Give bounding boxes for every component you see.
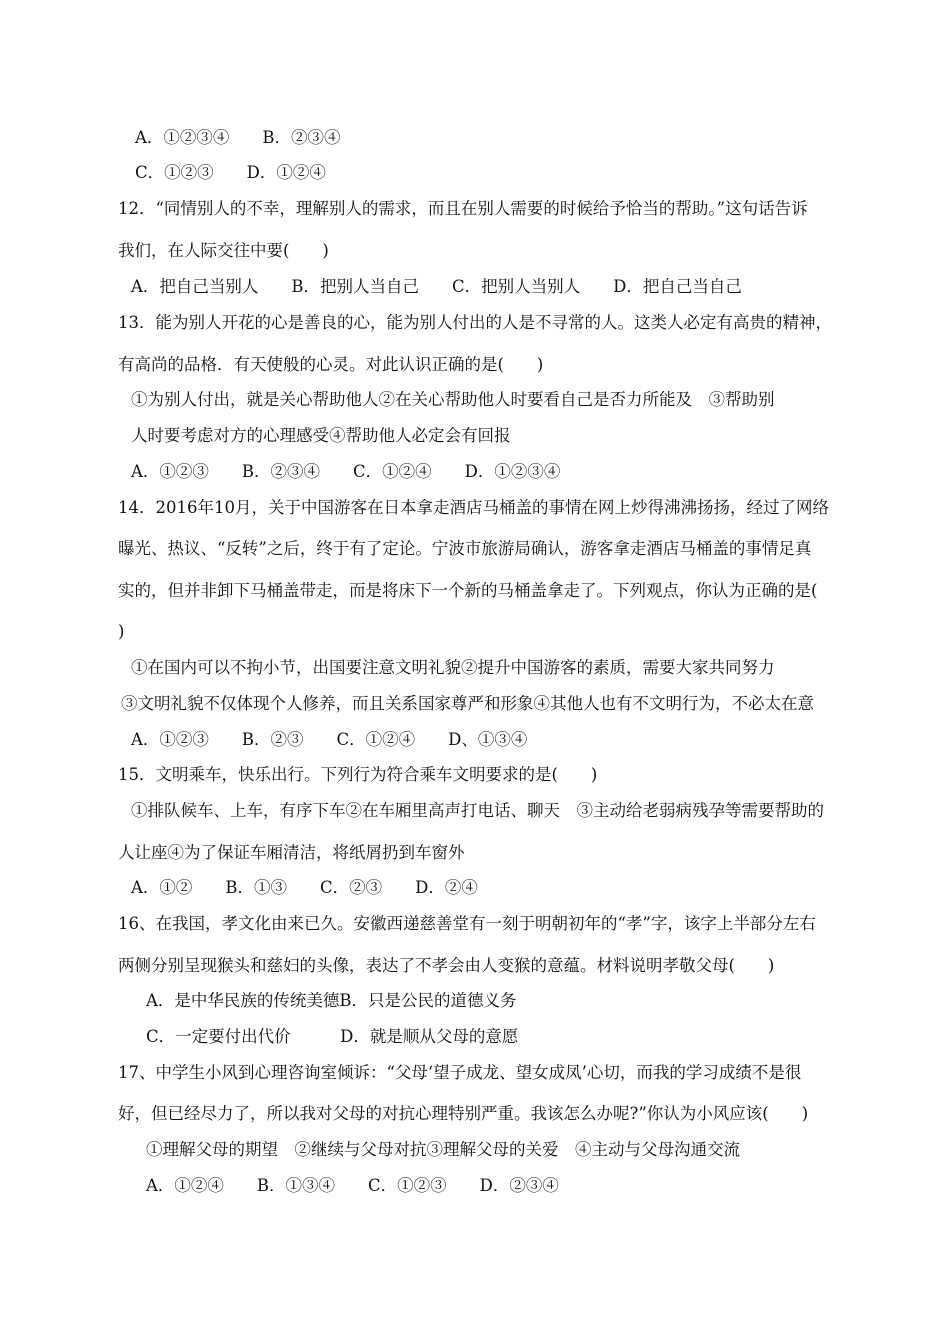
option-line: A．①②③ B．②③④ C．①②④ D．①②③④: [131, 462, 561, 481]
statement-line: 人时要考虑对方的心理感受④帮助他人必定会有回报: [131, 426, 511, 445]
question-14-line-1: 14．2016年10月，关于中国游客在日本拿走酒店马桶盖的事情在网上炒得沸沸扬扬，经过了网络: [118, 498, 829, 517]
statement-line: ①为别人付出，就是关心帮助他人②在关心帮助他人时要看自己是否力所能及 ③帮助别: [131, 390, 775, 409]
question-16-line-1: 16、在我国，孝文化由来已久。安徽西递慈善堂有一刻于明朝初年的“孝”字，该字上半部分左右: [118, 914, 816, 933]
option-line: A．是中华民族的传统美德B．只是公民的道德义务: [146, 991, 517, 1010]
question-12-line-1: 12．“同情别人的不幸，理解别人的需求，而且在别人需要的时候给予恰当的帮助。”这句话告诉: [118, 199, 808, 218]
statement-line: ①在国内可以不拘小节，出国要注意文明礼貌②提升中国游客的素质，需要大家共同努力: [131, 658, 775, 677]
option-line: A．①② B．①③ C．②③ D．②④: [131, 878, 478, 897]
question-16-line-2: 两侧分别呈现猴头和慈妇的头像，表达了不孝会由人变猴的意蕴。材料说明孝敬父母( ): [118, 956, 775, 975]
question-17-line-2: 好，但已经尽力了，所以我对父母的对抗心理特别严重。我该怎么办呢?”你认为小风应该( ): [118, 1104, 809, 1123]
question-17-line-1: 17、中学生小风到心理咨询室倾诉：“父母‘望子成龙、望女成凤’心切，而我的学习成绩不是很: [118, 1063, 802, 1082]
statement-line: ①理解父母的期望 ②继续与父母对抗③理解父母的关爱 ④主动与父母沟通交流: [146, 1140, 740, 1159]
statement-line: 人让座④为了保证车厢清洁，将纸屑扔到车窗外: [118, 843, 465, 862]
question-14-line-2: 曝光、热议、“反转”之后，终于有了定论。宁波市旅游局确认，游客拿走酒店马桶盖的事情足真: [118, 539, 812, 558]
option-line: C．①②③ D．①②④: [135, 163, 326, 182]
question-15-line-1: 15．文明乘车，快乐出行。下列行为符合乘车文明要求的是( ): [118, 765, 598, 784]
question-14-line-3: 实的，但并非卸下马桶盖带走，而是将床下一个新的马桶盖拿走了。下列观点，你认为正确的是(: [118, 581, 818, 600]
option-line: A．①②③④ B．②③④: [135, 128, 341, 147]
statement-line: ①排队候车、上车，有序下车②在车厢里高声打电话、聊天 ③主动给老弱病残孕等需要帮助的: [131, 801, 824, 820]
option-line: A．把自己当别人 B．把别人当自己 C．把别人当别人 D．把自己当自己: [131, 277, 742, 296]
question-14-line-4: ): [118, 622, 125, 641]
question-12-line-2: 我们，在人际交往中要( ): [118, 241, 329, 260]
option-line: A．①②③ B．②③ C．①②④ D、①③④: [131, 730, 528, 749]
question-13-line-1: 13．能为别人开花的心是善良的心，能为别人付出的人是不寻常的人。这类人必定有高贵的精神，: [118, 313, 832, 332]
statement-line: ③文明礼貌不仅体现个人修养，而且关系国家尊严和形象④其他人也有不文明行为，不必太在意: [121, 694, 814, 713]
question-13-line-2: 有高尚的品格．有天使般的心灵。对此认识正确的是( ): [118, 355, 544, 374]
option-line: A．①②④ B．①③④ C．①②③ D．②③④: [146, 1176, 559, 1195]
option-line: C．一定要付出代价 D．就是顺从父母的意愿: [146, 1027, 519, 1046]
